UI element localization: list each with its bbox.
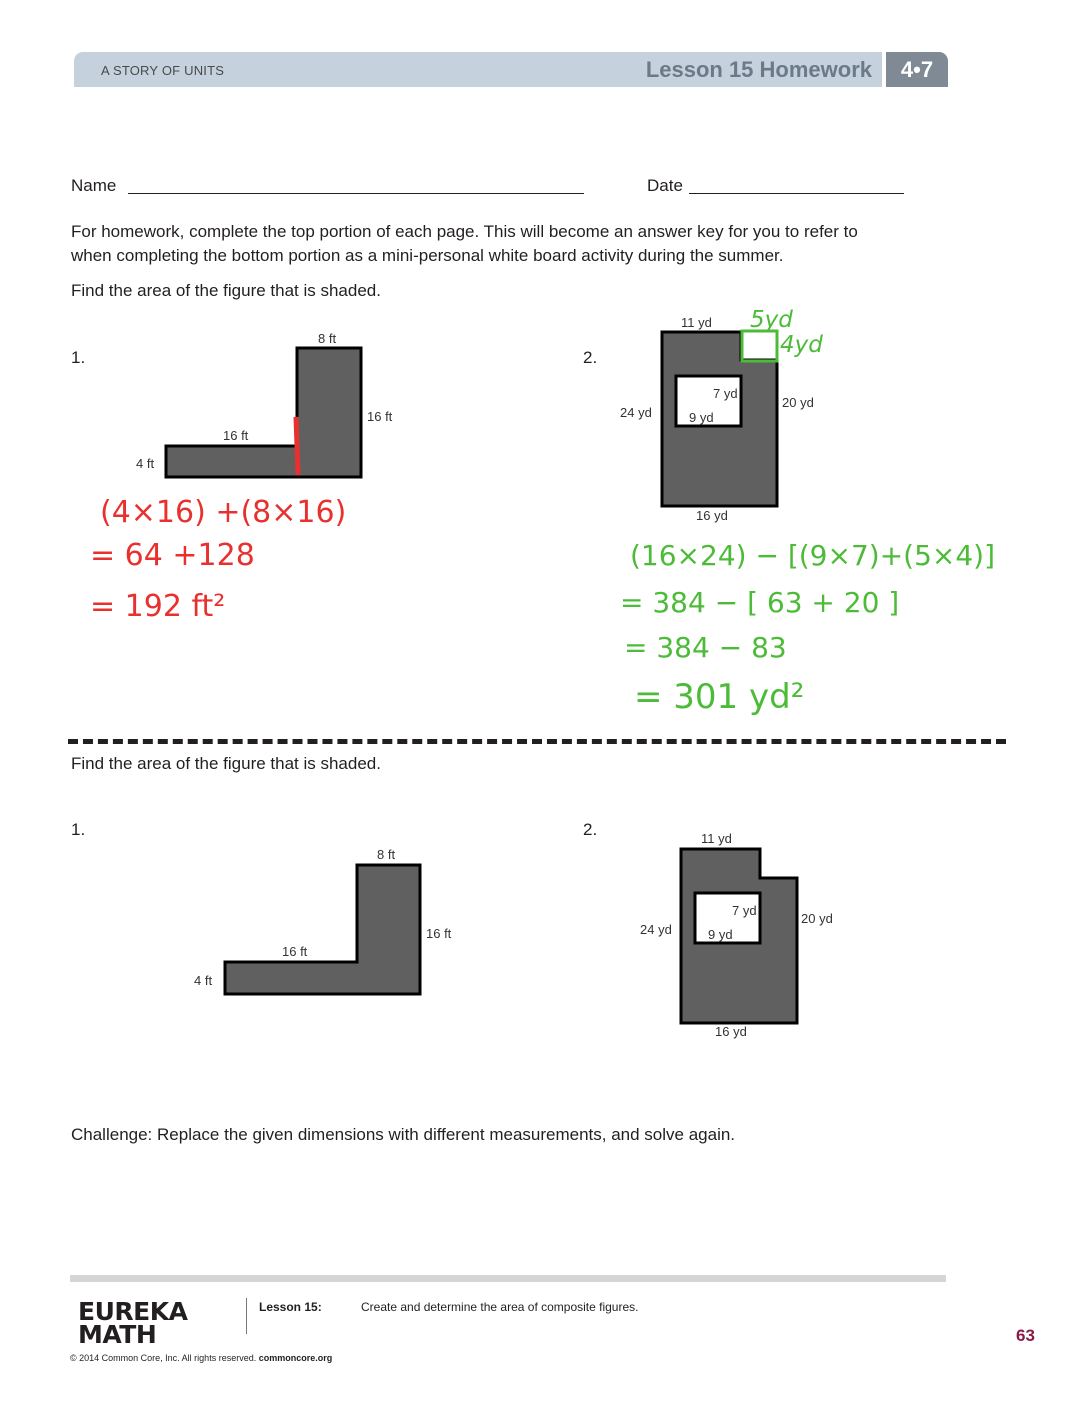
footer-bar [70,1275,946,1282]
logo-line-1: EUREKA [78,1297,188,1326]
red-work-line-3: = 192 ft² [90,589,226,624]
footer-lesson-label: Lesson 15: [259,1300,322,1314]
instructions-line-1: For homework, complete the top portion of each page. This will become an answer key for you to refer to [71,222,858,241]
top-l-shape-figure [166,348,361,477]
green-notch-height: 4yd [780,332,823,358]
bottom-problem-1-number: 1. [71,820,86,839]
top-p2-label-right: 20 yd [782,395,814,410]
red-divider-mark [296,417,298,475]
red-work-line-1: (4×16) +(8×16) [100,495,347,530]
top-p1-label-top: 8 ft [318,331,337,346]
green-work-line-1: (16×24) − [(9×7)+(5×4)] [630,539,996,572]
top-problem-1-number: 1. [71,348,86,367]
green-work-line-4: = 301 yd² [634,677,805,717]
top-p1-label-mid: 16 ft [223,428,249,443]
top-p2-label-left: 24 yd [620,405,652,420]
top-p2-label-inner-w: 9 yd [689,410,714,425]
top-p2-label-inner-h: 7 yd [713,386,738,401]
grade-module-badge: 4•7 [886,52,948,87]
footer-lesson-description: Create and determine the area of composite figures. [361,1300,639,1314]
page-number: 63 [1016,1326,1035,1345]
green-work-line-2: = 384 − [ 63 + 20 ] [620,586,900,619]
red-work-line-2: = 64 +128 [90,538,255,573]
footer-divider [246,1298,247,1334]
bottom-prompt: Find the area of the figure that is shaded. [71,754,381,773]
top-p1-label-right: 16 ft [367,409,393,424]
green-notch-width: 5yd [750,307,793,333]
bottom-p1-label-top: 8 ft [377,847,396,862]
logo-line-2: MATH [78,1320,157,1349]
lesson-title: Lesson 15 Homework [645,57,872,82]
bottom-p2-label-inner-w: 9 yd [708,927,733,942]
cut-line-separator [68,739,1006,744]
green-work-line-3: = 384 − 83 [624,631,787,664]
top-p2-label-bottom: 16 yd [696,508,728,523]
top-p2-label-top: 11 yd [681,315,712,330]
instructions-line-2: when completing the bottom portion as a mini-personal white board activity during the summer. [71,246,784,265]
date-label: Date [647,176,683,195]
bottom-p2-label-bottom: 16 yd [715,1024,747,1039]
top-problem-2-number: 2. [583,348,598,367]
bottom-p2-label-top: 11 yd [701,831,732,846]
top-prompt: Find the area of the figure that is shaded. [71,281,381,300]
top-p1-label-left: 4 ft [136,456,155,471]
bottom-p1-label-right: 16 ft [426,926,452,941]
copyright-site: commoncore.org [258,1353,333,1363]
bottom-p1-label-left: 4 ft [194,973,213,988]
series-title: A STORY OF UNITS [101,63,225,78]
bottom-problem-2-number: 2. [583,820,598,839]
eureka-math-logo [78,1297,188,1349]
footer-copyright [70,1353,332,1363]
bottom-p2-label-inner-h: 7 yd [732,903,757,918]
green-notch-box [742,331,777,361]
bottom-p1-label-mid: 16 ft [282,944,308,959]
bottom-l-shape-figure [225,865,420,994]
copyright-text: © 2014 Common Core, Inc. All rights reserved. [70,1353,257,1363]
name-label: Name [71,176,117,195]
bottom-p2-label-left: 24 yd [640,922,672,937]
challenge-text: Challenge: Replace the given dimensions with different measurements, and solve again. [71,1125,736,1144]
bottom-p2-label-right: 20 yd [801,911,833,926]
